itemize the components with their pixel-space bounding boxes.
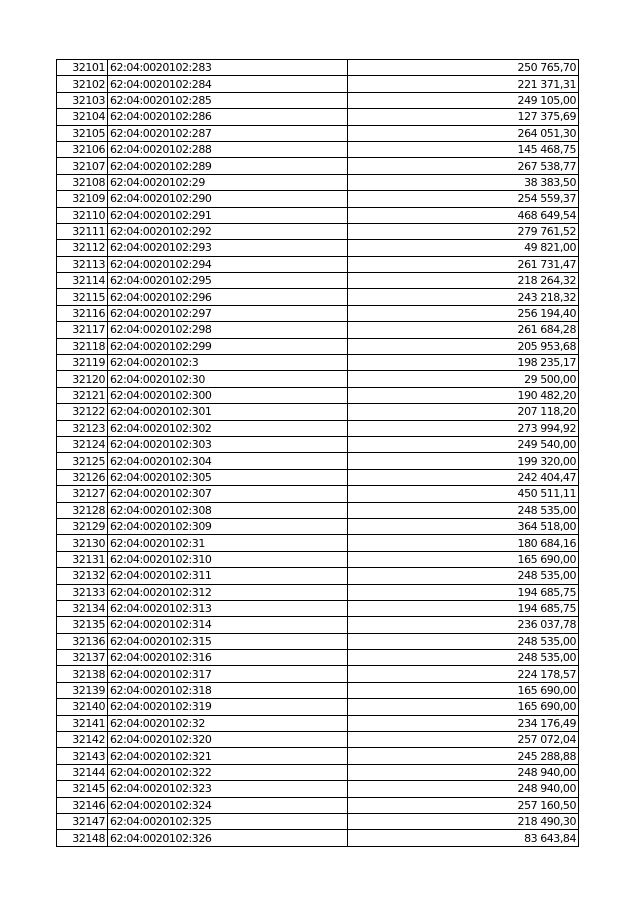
cadastral-value-cell: 248 535,00 bbox=[348, 568, 579, 584]
cadastral-value-cell: 242 404,47 bbox=[348, 469, 579, 485]
cadastral-number-cell: 62:04:0020102:288 bbox=[108, 141, 348, 157]
table-row bbox=[57, 584, 579, 600]
table-row bbox=[57, 141, 579, 157]
row-number-cell: 32114 bbox=[57, 273, 108, 289]
cadastral-value-cell: 236 037,78 bbox=[348, 617, 579, 633]
cadastral-number-cell: 62:04:0020102:3 bbox=[108, 355, 348, 371]
cadastral-number-cell: 62:04:0020102:323 bbox=[108, 781, 348, 797]
cadastral-value-cell: 261 731,47 bbox=[348, 256, 579, 272]
table-row bbox=[57, 682, 579, 698]
row-number-cell: 32117 bbox=[57, 322, 108, 338]
row-number-cell: 32127 bbox=[57, 486, 108, 502]
cadastral-value-cell: 165 690,00 bbox=[348, 551, 579, 567]
row-number-cell: 32145 bbox=[57, 781, 108, 797]
cadastral-value-cell: 38 383,50 bbox=[348, 174, 579, 190]
row-number-cell: 32132 bbox=[57, 568, 108, 584]
table-row bbox=[57, 781, 579, 797]
cadastral-number-cell: 62:04:0020102:322 bbox=[108, 764, 348, 780]
table-row bbox=[57, 813, 579, 829]
table-row bbox=[57, 666, 579, 682]
cadastral-number-cell: 62:04:0020102:287 bbox=[108, 125, 348, 141]
cadastral-number-cell: 62:04:0020102:30 bbox=[108, 371, 348, 387]
cadastral-value-cell: 468 649,54 bbox=[348, 207, 579, 223]
cadastral-value-cell: 234 176,49 bbox=[348, 715, 579, 731]
row-number-cell: 32146 bbox=[57, 797, 108, 813]
table-row bbox=[57, 256, 579, 272]
cadastral-value-cell: 248 535,00 bbox=[348, 502, 579, 518]
table-row bbox=[57, 273, 579, 289]
cadastral-number-cell: 62:04:0020102:309 bbox=[108, 518, 348, 534]
cadastral-number-cell: 62:04:0020102:29 bbox=[108, 174, 348, 190]
row-number-cell: 32131 bbox=[57, 551, 108, 567]
cadastral-value-cell: 29 500,00 bbox=[348, 371, 579, 387]
cadastral-value-cell: 194 685,75 bbox=[348, 600, 579, 616]
cadastral-value-cell: 83 643,84 bbox=[348, 830, 579, 846]
row-number-cell: 32120 bbox=[57, 371, 108, 387]
cadastral-value-table bbox=[56, 59, 579, 847]
row-number-cell: 32125 bbox=[57, 453, 108, 469]
row-number-cell: 32108 bbox=[57, 174, 108, 190]
cadastral-value-cell: 257 160,50 bbox=[348, 797, 579, 813]
cadastral-value-cell: 49 821,00 bbox=[348, 240, 579, 256]
table-row bbox=[57, 650, 579, 666]
table-row bbox=[57, 699, 579, 715]
table-row bbox=[57, 551, 579, 567]
cadastral-value-cell: 194 685,75 bbox=[348, 584, 579, 600]
table-row bbox=[57, 305, 579, 321]
cadastral-number-cell: 62:04:0020102:302 bbox=[108, 420, 348, 436]
cadastral-value-cell: 257 072,04 bbox=[348, 732, 579, 748]
cadastral-value-cell: 248 535,00 bbox=[348, 650, 579, 666]
table-row bbox=[57, 387, 579, 403]
cadastral-number-cell: 62:04:0020102:316 bbox=[108, 650, 348, 666]
table-body bbox=[57, 60, 579, 847]
cadastral-value-cell: 165 690,00 bbox=[348, 682, 579, 698]
cadastral-number-cell: 62:04:0020102:298 bbox=[108, 322, 348, 338]
row-number-cell: 32101 bbox=[57, 60, 108, 76]
table-row bbox=[57, 125, 579, 141]
row-number-cell: 32139 bbox=[57, 682, 108, 698]
cadastral-number-cell: 62:04:0020102:318 bbox=[108, 682, 348, 698]
table-row bbox=[57, 600, 579, 616]
cadastral-value-cell: 248 940,00 bbox=[348, 764, 579, 780]
row-number-cell: 32135 bbox=[57, 617, 108, 633]
cadastral-value-cell: 207 118,20 bbox=[348, 404, 579, 420]
table-row bbox=[57, 404, 579, 420]
row-number-cell: 32141 bbox=[57, 715, 108, 731]
table-row bbox=[57, 436, 579, 452]
table-row bbox=[57, 322, 579, 338]
row-number-cell: 32111 bbox=[57, 223, 108, 239]
row-number-cell: 32102 bbox=[57, 76, 108, 92]
row-number-cell: 32122 bbox=[57, 404, 108, 420]
table-row bbox=[57, 240, 579, 256]
row-number-cell: 32106 bbox=[57, 141, 108, 157]
cadastral-number-cell: 62:04:0020102:314 bbox=[108, 617, 348, 633]
cadastral-number-cell: 62:04:0020102:324 bbox=[108, 797, 348, 813]
cadastral-value-cell: 248 535,00 bbox=[348, 633, 579, 649]
table-row bbox=[57, 420, 579, 436]
cadastral-value-cell: 256 194,40 bbox=[348, 305, 579, 321]
table-row bbox=[57, 518, 579, 534]
cadastral-value-cell: 279 761,52 bbox=[348, 223, 579, 239]
row-number-cell: 32103 bbox=[57, 92, 108, 108]
cadastral-number-cell: 62:04:0020102:294 bbox=[108, 256, 348, 272]
row-number-cell: 32138 bbox=[57, 666, 108, 682]
cadastral-number-cell: 62:04:0020102:289 bbox=[108, 158, 348, 174]
cadastral-number-cell: 62:04:0020102:293 bbox=[108, 240, 348, 256]
cadastral-value-cell: 261 684,28 bbox=[348, 322, 579, 338]
cadastral-number-cell: 62:04:0020102:290 bbox=[108, 191, 348, 207]
cadastral-number-cell: 62:04:0020102:325 bbox=[108, 813, 348, 829]
cadastral-value-cell: 180 684,16 bbox=[348, 535, 579, 551]
table-row bbox=[57, 486, 579, 502]
cadastral-number-cell: 62:04:0020102:326 bbox=[108, 830, 348, 846]
row-number-cell: 32118 bbox=[57, 338, 108, 354]
cadastral-value-cell: 267 538,77 bbox=[348, 158, 579, 174]
cadastral-value-cell: 243 218,32 bbox=[348, 289, 579, 305]
cadastral-number-cell: 62:04:0020102:317 bbox=[108, 666, 348, 682]
table-row bbox=[57, 289, 579, 305]
cadastral-number-cell: 62:04:0020102:310 bbox=[108, 551, 348, 567]
table-row bbox=[57, 109, 579, 125]
row-number-cell: 32142 bbox=[57, 732, 108, 748]
cadastral-value-cell: 199 320,00 bbox=[348, 453, 579, 469]
cadastral-number-cell: 62:04:0020102:319 bbox=[108, 699, 348, 715]
row-number-cell: 32148 bbox=[57, 830, 108, 846]
row-number-cell: 32129 bbox=[57, 518, 108, 534]
cadastral-value-cell: 364 518,00 bbox=[348, 518, 579, 534]
table-row bbox=[57, 797, 579, 813]
row-number-cell: 32113 bbox=[57, 256, 108, 272]
row-number-cell: 32104 bbox=[57, 109, 108, 125]
row-number-cell: 32147 bbox=[57, 813, 108, 829]
cadastral-value-cell: 221 371,31 bbox=[348, 76, 579, 92]
table-row bbox=[57, 92, 579, 108]
cadastral-number-cell: 62:04:0020102:303 bbox=[108, 436, 348, 452]
table-row bbox=[57, 174, 579, 190]
row-number-cell: 32143 bbox=[57, 748, 108, 764]
cadastral-value-cell: 218 490,30 bbox=[348, 813, 579, 829]
cadastral-value-cell: 145 468,75 bbox=[348, 141, 579, 157]
row-number-cell: 32105 bbox=[57, 125, 108, 141]
table-row bbox=[57, 158, 579, 174]
table-row bbox=[57, 830, 579, 846]
table-row bbox=[57, 568, 579, 584]
table-row bbox=[57, 502, 579, 518]
cadastral-number-cell: 62:04:0020102:297 bbox=[108, 305, 348, 321]
cadastral-number-cell: 62:04:0020102:312 bbox=[108, 584, 348, 600]
row-number-cell: 32123 bbox=[57, 420, 108, 436]
cadastral-number-cell: 62:04:0020102:315 bbox=[108, 633, 348, 649]
row-number-cell: 32115 bbox=[57, 289, 108, 305]
cadastral-value-cell: 249 540,00 bbox=[348, 436, 579, 452]
row-number-cell: 32107 bbox=[57, 158, 108, 174]
cadastral-value-cell: 264 051,30 bbox=[348, 125, 579, 141]
cadastral-number-cell: 62:04:0020102:311 bbox=[108, 568, 348, 584]
cadastral-value-cell: 273 994,92 bbox=[348, 420, 579, 436]
table-row bbox=[57, 764, 579, 780]
cadastral-value-cell: 198 235,17 bbox=[348, 355, 579, 371]
table-row bbox=[57, 633, 579, 649]
cadastral-value-cell: 248 940,00 bbox=[348, 781, 579, 797]
cadastral-value-cell: 205 953,68 bbox=[348, 338, 579, 354]
cadastral-number-cell: 62:04:0020102:321 bbox=[108, 748, 348, 764]
cadastral-number-cell: 62:04:0020102:307 bbox=[108, 486, 348, 502]
cadastral-number-cell: 62:04:0020102:32 bbox=[108, 715, 348, 731]
cadastral-number-cell: 62:04:0020102:286 bbox=[108, 109, 348, 125]
cadastral-number-cell: 62:04:0020102:284 bbox=[108, 76, 348, 92]
table-row bbox=[57, 535, 579, 551]
cadastral-number-cell: 62:04:0020102:299 bbox=[108, 338, 348, 354]
cadastral-number-cell: 62:04:0020102:308 bbox=[108, 502, 348, 518]
cadastral-number-cell: 62:04:0020102:291 bbox=[108, 207, 348, 223]
cadastral-number-cell: 62:04:0020102:320 bbox=[108, 732, 348, 748]
cadastral-value-cell: 127 375,69 bbox=[348, 109, 579, 125]
cadastral-value-cell: 190 482,20 bbox=[348, 387, 579, 403]
row-number-cell: 32121 bbox=[57, 387, 108, 403]
row-number-cell: 32128 bbox=[57, 502, 108, 518]
table-row bbox=[57, 617, 579, 633]
cadastral-number-cell: 62:04:0020102:301 bbox=[108, 404, 348, 420]
row-number-cell: 32116 bbox=[57, 305, 108, 321]
cadastral-value-cell: 218 264,32 bbox=[348, 273, 579, 289]
cadastral-number-cell: 62:04:0020102:292 bbox=[108, 223, 348, 239]
cadastral-value-cell: 224 178,57 bbox=[348, 666, 579, 682]
table-row bbox=[57, 76, 579, 92]
table-row bbox=[57, 60, 579, 76]
cadastral-value-cell: 245 288,88 bbox=[348, 748, 579, 764]
cadastral-number-cell: 62:04:0020102:304 bbox=[108, 453, 348, 469]
cadastral-number-cell: 62:04:0020102:31 bbox=[108, 535, 348, 551]
table-row bbox=[57, 191, 579, 207]
row-number-cell: 32109 bbox=[57, 191, 108, 207]
cadastral-number-cell: 62:04:0020102:300 bbox=[108, 387, 348, 403]
cadastral-number-cell: 62:04:0020102:305 bbox=[108, 469, 348, 485]
table-row bbox=[57, 223, 579, 239]
cadastral-value-cell: 165 690,00 bbox=[348, 699, 579, 715]
table-row bbox=[57, 355, 579, 371]
cadastral-value-cell: 250 765,70 bbox=[348, 60, 579, 76]
row-number-cell: 32133 bbox=[57, 584, 108, 600]
row-number-cell: 32137 bbox=[57, 650, 108, 666]
table-row bbox=[57, 338, 579, 354]
cadastral-value-cell: 254 559,37 bbox=[348, 191, 579, 207]
row-number-cell: 32140 bbox=[57, 699, 108, 715]
table-row bbox=[57, 715, 579, 731]
row-number-cell: 32112 bbox=[57, 240, 108, 256]
row-number-cell: 32110 bbox=[57, 207, 108, 223]
table-row bbox=[57, 453, 579, 469]
cadastral-value-cell: 249 105,00 bbox=[348, 92, 579, 108]
cadastral-number-cell: 62:04:0020102:313 bbox=[108, 600, 348, 616]
table-row bbox=[57, 732, 579, 748]
row-number-cell: 32144 bbox=[57, 764, 108, 780]
row-number-cell: 32136 bbox=[57, 633, 108, 649]
cadastral-number-cell: 62:04:0020102:295 bbox=[108, 273, 348, 289]
table-row bbox=[57, 207, 579, 223]
row-number-cell: 32126 bbox=[57, 469, 108, 485]
cadastral-value-cell: 450 511,11 bbox=[348, 486, 579, 502]
cadastral-number-cell: 62:04:0020102:285 bbox=[108, 92, 348, 108]
cadastral-number-cell: 62:04:0020102:283 bbox=[108, 60, 348, 76]
cadastral-number-cell: 62:04:0020102:296 bbox=[108, 289, 348, 305]
row-number-cell: 32130 bbox=[57, 535, 108, 551]
row-number-cell: 32119 bbox=[57, 355, 108, 371]
row-number-cell: 32134 bbox=[57, 600, 108, 616]
table-row bbox=[57, 371, 579, 387]
table-row bbox=[57, 748, 579, 764]
table-row bbox=[57, 469, 579, 485]
row-number-cell: 32124 bbox=[57, 436, 108, 452]
